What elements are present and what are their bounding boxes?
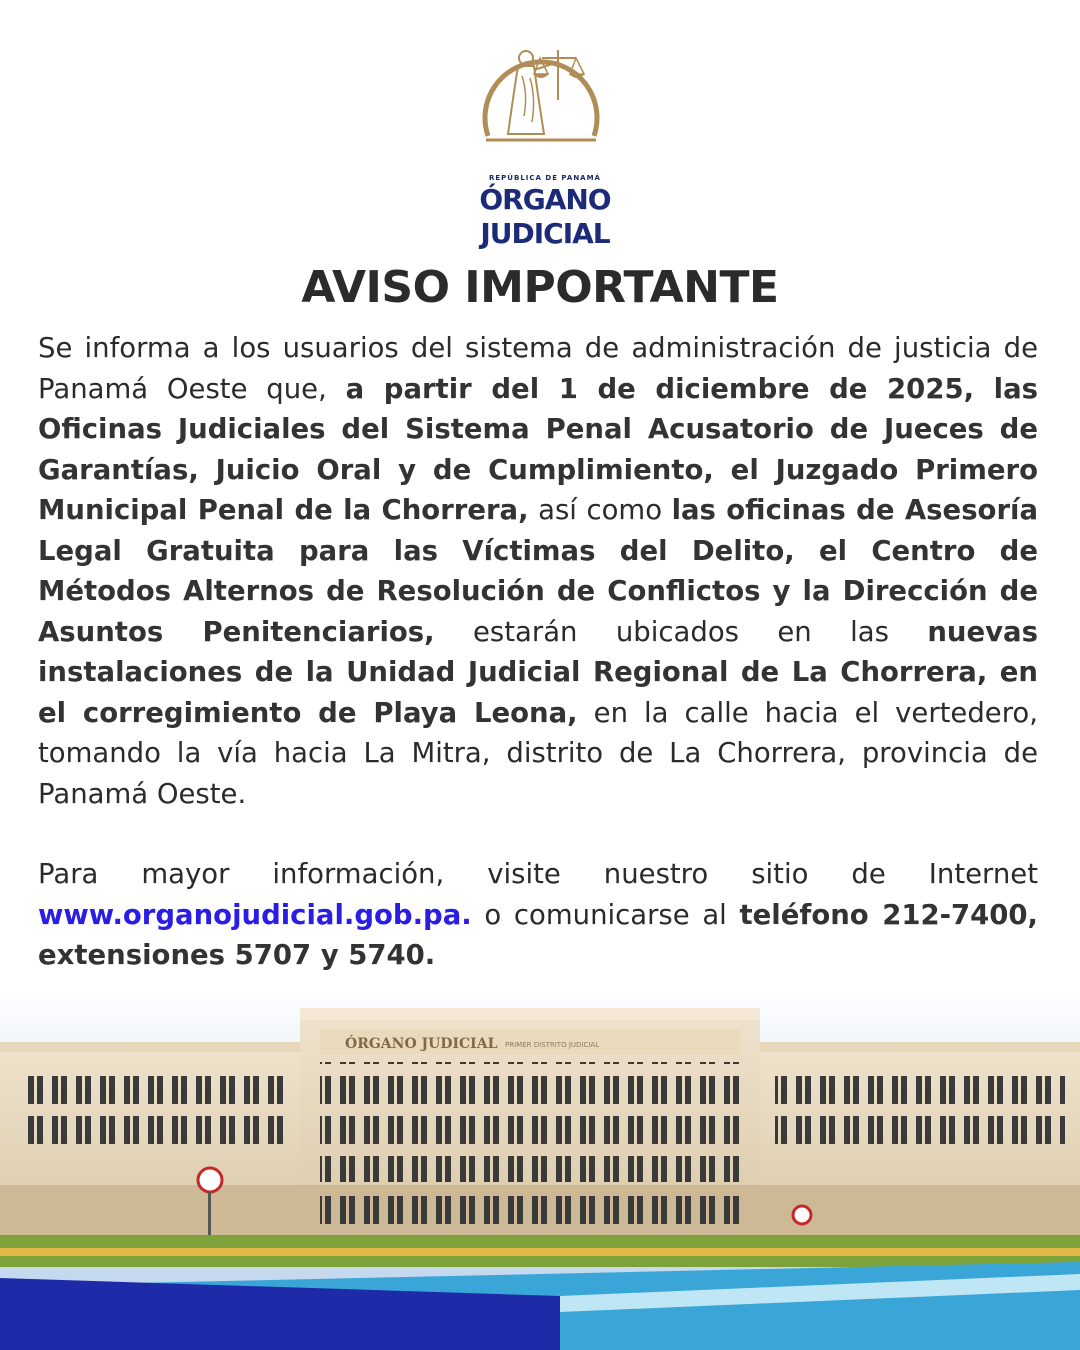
building-sign-subtext: PRIMER DISTRITO JUDICIAL <box>505 1041 600 1049</box>
logo-country-text: REPÚBLICA DE PANAMÁ <box>489 174 601 182</box>
logo-judicial-text: JUDICIAL <box>480 217 610 250</box>
para1-bold-3: nuevas instalaciones de la Unidad Judicial Regional de La Chorrera, en el corregimiento de Playa Leona, <box>38 615 1038 729</box>
para1-text-1: Se informa a los usuarios del sistema de administración de justicia de Panamá Oeste que, <box>38 332 1038 405</box>
para1-bold-2: las oficinas de Asesoría Legal Gratuita para las Víctimas del Delito, el Centro de Métodos Alternos de Resolución de Conflictos y la Dirección de Asuntos Penitenciarios, <box>38 494 1038 648</box>
building-photo <box>0 990 1080 1350</box>
organo-judicial-logo <box>470 34 620 250</box>
phone-info: teléfono 212-7400, extensiones 5707 y 5740. <box>38 898 1039 971</box>
para2-text-1: Para mayor información, visite nuestro sitio de Internet <box>38 858 1038 890</box>
logo-organo-text: ÓRGANO <box>479 183 611 216</box>
para2-text-2: o comunicarse al <box>471 898 740 931</box>
notice-title: AVISO IMPORTANTE <box>301 262 779 313</box>
para1-text-2: así como <box>528 494 672 526</box>
website-link[interactable]: www.organojudicial.gob.pa. <box>38 898 472 931</box>
notice-paragraph-2 <box>38 854 1038 976</box>
notice-paragraph-1 <box>38 328 1038 814</box>
building-sign-text: ÓRGANO JUDICIAL <box>345 1036 498 1052</box>
para1-text-4: en la calle hacia el vertedero, tomando la vía hacia La Mitra, distrito de La Chorrera, provincia de Panamá Oeste. <box>38 696 1038 810</box>
justice-emblem-icon <box>478 36 604 156</box>
para1-text-3: estarán ubicados en las <box>434 615 928 648</box>
notice-body <box>38 328 1038 976</box>
para1-bold-1: a partir del 1 de diciembre de 2025, las Oficinas Judiciales del Sistema Penal Acusatorio de Jueces de Garantías, Juicio Oral y de Cumplimiento, el Juzgado Primero Municipal Penal de la Chorrera, <box>38 372 1039 526</box>
